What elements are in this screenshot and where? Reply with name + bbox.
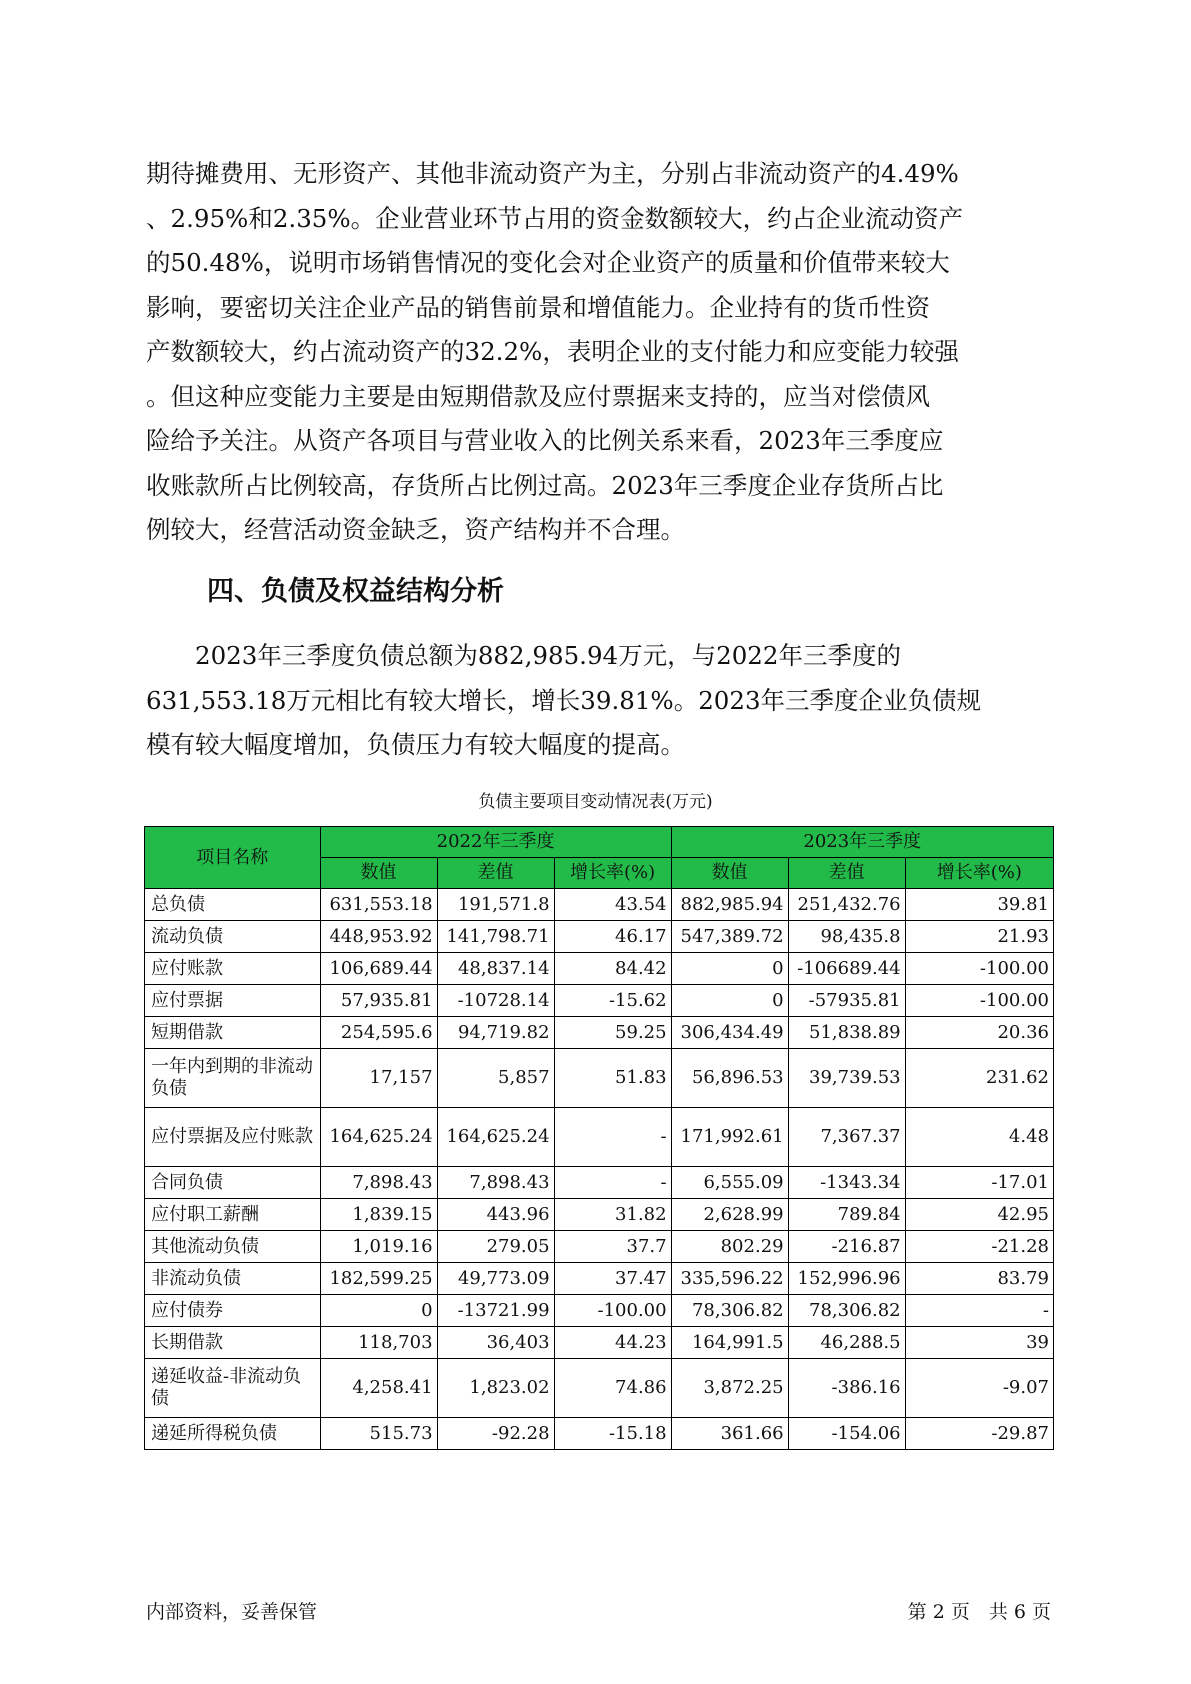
cell-value-2022: 1,019.16 (320, 1231, 437, 1263)
table-row (145, 953, 1054, 985)
cell-diff-2022: -13721.99 (437, 1295, 554, 1327)
cell-growth-2022: -15.18 (554, 1418, 671, 1450)
cell-value-2023: 56,896.53 (671, 1049, 788, 1108)
text-line: 2023年三季度负债总额为882,985.94万元，与2022年三季度的 (146, 641, 901, 670)
cell-value-2022: 182,599.25 (320, 1263, 437, 1295)
cell-diff-2023: 152,996.96 (788, 1263, 905, 1295)
text-line: 模有较大幅度增加，负债压力有较大幅度的提高。 (146, 730, 685, 759)
cell-growth-2023: 20.36 (905, 1017, 1053, 1049)
cell-row-name: 总负债 (145, 889, 321, 921)
paragraph-liability-summary (146, 634, 1050, 768)
cell-diff-2022: 191,571.8 (437, 889, 554, 921)
cell-value-2022: 57,935.81 (320, 985, 437, 1017)
header-diff-2022: 差值 (437, 858, 554, 889)
text-line: 收账款所占比例较高，存货所占比例过高。2023年三季度企业存货所占比 (146, 470, 944, 500)
cell-growth-2022: 37.7 (554, 1231, 671, 1263)
section-heading: 四、负债及权益结构分析 (207, 576, 504, 607)
cell-value-2023: 2,628.99 (671, 1199, 788, 1231)
cell-growth-2022: 46.17 (554, 921, 671, 953)
cell-row-name: 应付账款 (145, 953, 321, 985)
cell-growth-2023: 42.95 (905, 1199, 1053, 1231)
header-value-2022: 数值 (320, 858, 437, 889)
text-line: 产数额较大，约占流动资产的32.2%，表明企业的支付能力和应变能力较强 (146, 337, 959, 366)
cell-growth-2023: - (905, 1295, 1053, 1327)
cell-diff-2023: 39,739.53 (788, 1049, 905, 1108)
cell-growth-2022: 37.47 (554, 1263, 671, 1295)
cell-value-2023: 361.66 (671, 1418, 788, 1450)
cell-growth-2022: 84.42 (554, 953, 671, 985)
table-row (145, 1263, 1054, 1295)
footer-confidential: 内部资料，妥善保管 (146, 1601, 318, 1623)
cell-value-2023: 78,306.82 (671, 1295, 788, 1327)
cell-value-2022: 515.73 (320, 1418, 437, 1450)
cell-growth-2022: 43.54 (554, 889, 671, 921)
cell-diff-2022: 49,773.09 (437, 1263, 554, 1295)
cell-growth-2023: -29.87 (905, 1418, 1053, 1450)
cell-diff-2023: 251,432.76 (788, 889, 905, 921)
table-row (145, 1108, 1054, 1167)
cell-row-name: 流动负债 (145, 921, 321, 953)
cell-growth-2022: 51.83 (554, 1049, 671, 1108)
header-item-name: 项目名称 (145, 827, 321, 889)
cell-value-2023: 802.29 (671, 1231, 788, 1263)
cell-growth-2022: 31.82 (554, 1199, 671, 1231)
cell-diff-2023: -57935.81 (788, 985, 905, 1017)
header-diff-2023: 差值 (788, 858, 905, 889)
cell-row-name: 应付票据 (145, 985, 321, 1017)
cell-growth-2023: -100.00 (905, 985, 1053, 1017)
cell-diff-2023: -216.87 (788, 1231, 905, 1263)
cell-value-2023: 335,596.22 (671, 1263, 788, 1295)
cell-value-2023: 306,434.49 (671, 1017, 788, 1049)
cell-value-2022: 17,157 (320, 1049, 437, 1108)
cell-growth-2022: - (554, 1167, 671, 1199)
cell-diff-2022: -92.28 (437, 1418, 554, 1450)
cell-growth-2022: -100.00 (554, 1295, 671, 1327)
text-line: 例较大，经营活动资金缺乏，资产结构并不合理。 (146, 515, 685, 544)
table-body (145, 889, 1054, 1450)
cell-diff-2022: 279.05 (437, 1231, 554, 1263)
cell-value-2023: 6,555.09 (671, 1167, 788, 1199)
table-row (145, 1199, 1054, 1231)
text-line: 期待摊费用、无形资产、其他非流动资产为主，分别占非流动资产的4.49% (146, 159, 959, 188)
table-row (145, 1327, 1054, 1359)
text-line: 。但这种应变能力主要是由短期借款及应付票据来支持的，应当对偿债风 (146, 381, 930, 411)
cell-growth-2022: 44.23 (554, 1327, 671, 1359)
table-row (145, 921, 1054, 953)
cell-row-name: 递延所得税负债 (145, 1418, 321, 1450)
cell-value-2022: 106,689.44 (320, 953, 437, 985)
cell-diff-2022: 164,625.24 (437, 1108, 554, 1167)
cell-growth-2022: - (554, 1108, 671, 1167)
header-growth-2023: 增长率(%) (905, 858, 1053, 889)
cell-value-2022: 164,625.24 (320, 1108, 437, 1167)
cell-value-2022: 7,898.43 (320, 1167, 437, 1199)
cell-value-2023: 171,992.61 (671, 1108, 788, 1167)
cell-row-name: 应付职工薪酬 (145, 1199, 321, 1231)
header-value-2023: 数值 (671, 858, 788, 889)
text-line: 、2.95%和2.35%。企业营业环节占用的资金数额较大，约占企业流动资产 (146, 203, 964, 233)
text-line: 的50.48%，说明市场销售情况的变化会对企业资产的质量和价值带来较大 (146, 248, 950, 277)
cell-diff-2023: -154.06 (788, 1418, 905, 1450)
cell-growth-2023: 39.81 (905, 889, 1053, 921)
cell-diff-2022: 141,798.71 (437, 921, 554, 953)
cell-growth-2023: -21.28 (905, 1231, 1053, 1263)
cell-diff-2023: 51,838.89 (788, 1017, 905, 1049)
cell-row-name: 一年内到期的非流动负债 (145, 1049, 321, 1108)
cell-value-2022: 1,839.15 (320, 1199, 437, 1231)
cell-value-2022: 0 (320, 1295, 437, 1327)
cell-value-2023: 164,991.5 (671, 1327, 788, 1359)
liability-table (144, 826, 1054, 1450)
cell-growth-2023: -100.00 (905, 953, 1053, 985)
cell-growth-2023: 21.93 (905, 921, 1053, 953)
cell-diff-2022: -10728.14 (437, 985, 554, 1017)
cell-row-name: 短期借款 (145, 1017, 321, 1049)
header-growth-2022: 增长率(%) (554, 858, 671, 889)
cell-growth-2023: 39 (905, 1327, 1053, 1359)
cell-diff-2023: 789.84 (788, 1199, 905, 1231)
cell-value-2022: 631,553.18 (320, 889, 437, 921)
cell-diff-2023: -386.16 (788, 1359, 905, 1418)
table-row (145, 1418, 1054, 1450)
cell-growth-2023: 83.79 (905, 1263, 1053, 1295)
table-row (145, 1017, 1054, 1049)
cell-growth-2023: -9.07 (905, 1359, 1053, 1418)
footer-page-number: 第 2 页 共 6 页 (907, 1601, 1051, 1623)
cell-diff-2023: 46,288.5 (788, 1327, 905, 1359)
cell-row-name: 长期借款 (145, 1327, 321, 1359)
cell-diff-2023: 78,306.82 (788, 1295, 905, 1327)
table-row (145, 1359, 1054, 1418)
cell-growth-2023: -17.01 (905, 1167, 1053, 1199)
cell-growth-2023: 4.48 (905, 1108, 1053, 1167)
cell-value-2022: 448,953.92 (320, 921, 437, 953)
table-row (145, 1167, 1054, 1199)
cell-diff-2022: 36,403 (437, 1327, 554, 1359)
cell-diff-2022: 1,823.02 (437, 1359, 554, 1418)
cell-value-2023: 0 (671, 985, 788, 1017)
cell-diff-2023: -106689.44 (788, 953, 905, 985)
cell-growth-2022: -15.62 (554, 985, 671, 1017)
cell-diff-2023: 7,367.37 (788, 1108, 905, 1167)
cell-growth-2022: 59.25 (554, 1017, 671, 1049)
table-caption: 负债主要项目变动情况表(万元) (478, 792, 713, 812)
table-row (145, 1049, 1054, 1108)
cell-value-2022: 254,595.6 (320, 1017, 437, 1049)
table-row (145, 889, 1054, 921)
cell-diff-2022: 443.96 (437, 1199, 554, 1231)
text-line: 险给予关注。从资产各项目与营业收入的比例关系来看，2023年三季度应 (146, 426, 944, 455)
cell-diff-2022: 48,837.14 (437, 953, 554, 985)
cell-diff-2022: 5,857 (437, 1049, 554, 1108)
cell-row-name: 应付票据及应付账款 (145, 1108, 321, 1167)
cell-diff-2023: 98,435.8 (788, 921, 905, 953)
cell-value-2022: 4,258.41 (320, 1359, 437, 1418)
cell-growth-2022: 74.86 (554, 1359, 671, 1418)
cell-value-2022: 118,703 (320, 1327, 437, 1359)
cell-value-2023: 0 (671, 953, 788, 985)
table-row (145, 985, 1054, 1017)
cell-growth-2023: 231.62 (905, 1049, 1053, 1108)
cell-diff-2022: 94,719.82 (437, 1017, 554, 1049)
header-group-2022: 2022年三季度 (320, 827, 671, 858)
cell-value-2023: 547,389.72 (671, 921, 788, 953)
cell-value-2023: 3,872.25 (671, 1359, 788, 1418)
cell-value-2023: 882,985.94 (671, 889, 788, 921)
table-row (145, 1231, 1054, 1263)
table-row (145, 1295, 1054, 1327)
cell-row-name: 递延收益-非流动负债 (145, 1359, 321, 1418)
cell-row-name: 非流动负债 (145, 1263, 321, 1295)
text-line: 631,553.18万元相比有较大增长，增长39.81%。2023年三季度企业负债规 (146, 685, 982, 715)
paragraph-asset-structure (146, 152, 1050, 553)
cell-row-name: 应付债券 (145, 1295, 321, 1327)
cell-row-name: 其他流动负债 (145, 1231, 321, 1263)
cell-diff-2022: 7,898.43 (437, 1167, 554, 1199)
text-line: 影响，要密切关注企业产品的销售前景和增值能力。企业持有的货币性资 (146, 292, 930, 322)
cell-diff-2023: -1343.34 (788, 1167, 905, 1199)
cell-row-name: 合同负债 (145, 1167, 321, 1199)
header-group-2023: 2023年三季度 (671, 827, 1053, 858)
